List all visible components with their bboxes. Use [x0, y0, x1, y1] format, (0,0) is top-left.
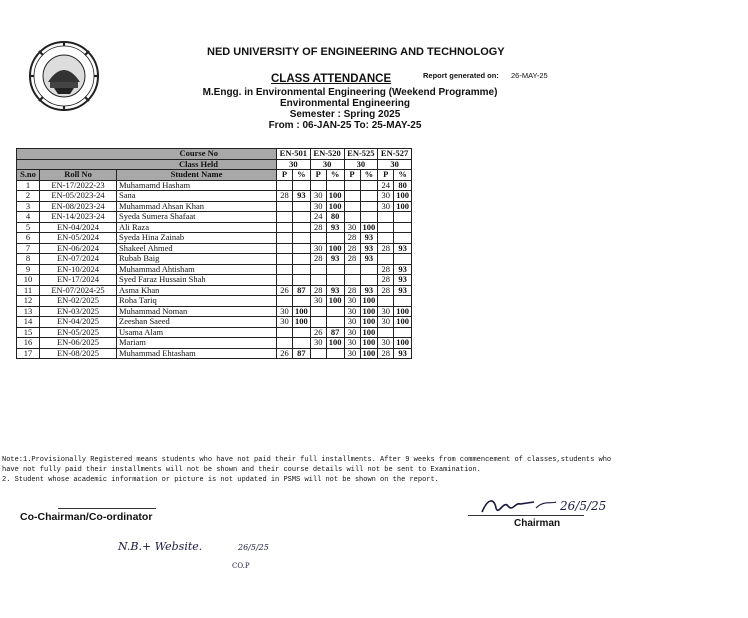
footnote-line: Note:1.Provisionally Registered means students who have not paid their full installments. After 9 weeks from commencement of classes,students who [2, 456, 612, 464]
table-row [17, 317, 412, 328]
row-percent [293, 254, 311, 265]
row-percent [360, 180, 378, 191]
row-present-count [344, 180, 360, 191]
row-present-count: 30 [378, 306, 394, 317]
class-held-row [17, 159, 412, 170]
row-present-count: 28 [344, 285, 360, 296]
row-present-count: 26 [277, 348, 293, 359]
table-row [17, 254, 412, 265]
table-row [17, 348, 412, 359]
row-percent [394, 222, 412, 233]
row-present-count: 30 [277, 306, 293, 317]
row-roll-no: EN-05/2023-24 [40, 191, 117, 202]
row-present-count [310, 348, 326, 359]
footnote [2, 455, 744, 485]
row-present-count [277, 338, 293, 349]
row-present-count: 30 [344, 296, 360, 307]
row-percent: 100 [293, 317, 311, 328]
row-roll-no: EN-06/2024 [40, 243, 117, 254]
present-header: P [310, 170, 326, 181]
row-present-count: 28 [344, 243, 360, 254]
row-sno: 9 [17, 264, 40, 275]
handwritten-note-date: 26/5/25 [238, 543, 269, 552]
department-title: Environmental Engineering [279, 98, 411, 109]
row-percent [293, 338, 311, 349]
row-percent [394, 254, 412, 265]
row-percent: 87 [293, 285, 311, 296]
student-name-header: Student Name [117, 170, 277, 181]
course-code: EN-527 [378, 149, 412, 160]
row-present-count [344, 275, 360, 286]
row-percent [326, 275, 344, 286]
row-percent: 93 [326, 222, 344, 233]
row-roll-no: EN-05/2025 [40, 327, 117, 338]
row-percent [326, 317, 344, 328]
row-present-count: 30 [344, 306, 360, 317]
row-student-name: Ali Raza [117, 222, 277, 233]
row-sno: 2 [17, 191, 40, 202]
row-present-count [344, 191, 360, 202]
footnote-line: have not fully paid their installments will not be shown and their course details will not be sent to Examination. [2, 466, 481, 474]
row-present-count [378, 327, 394, 338]
row-roll-no: EN-17/2022-23 [40, 180, 117, 191]
row-percent: 93 [394, 348, 412, 359]
row-percent: 100 [326, 243, 344, 254]
row-percent: 100 [394, 338, 412, 349]
row-sno: 17 [17, 348, 40, 359]
attendance-table [16, 148, 412, 359]
table-row [17, 233, 412, 244]
row-present-count: 28 [378, 285, 394, 296]
row-student-name: Muhammad Ehtasham [117, 348, 277, 359]
row-percent [360, 212, 378, 223]
class-held-count: 30 [344, 159, 378, 170]
row-student-name: Syed Faraz Hussain Shah [117, 275, 277, 286]
row-present-count: 30 [344, 338, 360, 349]
row-percent [293, 243, 311, 254]
row-roll-no: EN-05/2024 [40, 233, 117, 244]
row-sno: 4 [17, 212, 40, 223]
row-present-count: 28 [378, 275, 394, 286]
table-row [17, 306, 412, 317]
row-present-count: 30 [310, 338, 326, 349]
row-present-count: 28 [310, 222, 326, 233]
class-held-label: Class Held [17, 159, 277, 170]
row-student-name: Asma Khan [117, 285, 277, 296]
row-percent: 100 [293, 306, 311, 317]
course-no-row [17, 149, 412, 160]
row-present-count [310, 264, 326, 275]
programme-title: M.Engg. in Environmental Engineering (Weekend Programme) [202, 87, 498, 98]
row-roll-no: EN-04/2025 [40, 317, 117, 328]
row-percent [360, 201, 378, 212]
row-percent: 87 [326, 327, 344, 338]
row-percent [293, 212, 311, 223]
row-present-count: 30 [310, 191, 326, 202]
row-percent: 93 [394, 285, 412, 296]
row-present-count: 26 [277, 285, 293, 296]
table-row [17, 222, 412, 233]
row-present-count [277, 180, 293, 191]
row-student-name: Syeda Sumera Shafaat [117, 212, 277, 223]
row-percent: 100 [326, 191, 344, 202]
row-present-count [277, 254, 293, 265]
row-percent [293, 201, 311, 212]
row-present-count [277, 212, 293, 223]
row-percent: 80 [394, 180, 412, 191]
row-sno: 5 [17, 222, 40, 233]
row-percent: 100 [326, 338, 344, 349]
row-percent [293, 180, 311, 191]
row-student-name: Muhamamd Hasham [117, 180, 277, 191]
row-present-count [310, 275, 326, 286]
row-percent: 87 [293, 348, 311, 359]
row-present-count: 24 [378, 180, 394, 191]
row-percent [326, 306, 344, 317]
chairman-label: Chairman [514, 518, 561, 529]
row-present-count: 30 [378, 317, 394, 328]
row-percent: 100 [360, 296, 378, 307]
row-present-count [310, 317, 326, 328]
row-student-name: Mariam [117, 338, 277, 349]
row-sno: 13 [17, 306, 40, 317]
row-present-count: 30 [344, 222, 360, 233]
row-present-count [378, 212, 394, 223]
table-row [17, 264, 412, 275]
present-header: P [277, 170, 293, 181]
percent-header: % [360, 170, 378, 181]
row-percent [293, 233, 311, 244]
row-sno: 8 [17, 254, 40, 265]
row-present-count [277, 296, 293, 307]
row-percent [326, 180, 344, 191]
table-row [17, 338, 412, 349]
row-percent: 100 [360, 317, 378, 328]
row-present-count [310, 233, 326, 244]
row-percent: 100 [394, 201, 412, 212]
class-held-count: 30 [277, 159, 311, 170]
sno-header: S.no [17, 170, 40, 181]
row-present-count: 28 [310, 285, 326, 296]
row-present-count [310, 180, 326, 191]
present-header: P [344, 170, 360, 181]
row-sno: 16 [17, 338, 40, 349]
row-roll-no: EN-04/2024 [40, 222, 117, 233]
row-percent: 100 [394, 317, 412, 328]
column-header-row [17, 170, 412, 181]
row-percent: 93 [360, 243, 378, 254]
row-percent: 93 [394, 264, 412, 275]
row-present-count [277, 275, 293, 286]
row-present-count: 28 [277, 191, 293, 202]
row-sno: 1 [17, 180, 40, 191]
row-percent [394, 296, 412, 307]
row-sno: 10 [17, 275, 40, 286]
row-student-name: Muhammad Ahsan Khan [117, 201, 277, 212]
row-percent: 93 [326, 285, 344, 296]
row-percent [394, 327, 412, 338]
row-percent [326, 264, 344, 275]
row-percent [394, 233, 412, 244]
table-row [17, 275, 412, 286]
row-percent [360, 264, 378, 275]
row-present-count [277, 201, 293, 212]
course-code: EN-520 [310, 149, 344, 160]
row-present-count: 30 [310, 243, 326, 254]
row-percent [360, 191, 378, 202]
row-present-count: 30 [378, 191, 394, 202]
row-present-count [277, 233, 293, 244]
row-student-name: Shakeel Ahmed [117, 243, 277, 254]
row-percent [293, 264, 311, 275]
row-present-count [344, 212, 360, 223]
row-percent: 100 [360, 338, 378, 349]
date-range: From : 06-JAN-25 To: 25-MAY-25 [268, 120, 422, 131]
row-percent [326, 233, 344, 244]
table-row [17, 212, 412, 223]
row-percent: 93 [394, 275, 412, 286]
row-student-name: Roha Tariq [117, 296, 277, 307]
row-roll-no: EN-07/2024-25 [40, 285, 117, 296]
row-present-count: 28 [344, 254, 360, 265]
row-student-name: Rubab Baig [117, 254, 277, 265]
row-present-count [378, 254, 394, 265]
row-roll-no: EN-03/2025 [40, 306, 117, 317]
row-roll-no: EN-02/2025 [40, 296, 117, 307]
class-held-count: 30 [310, 159, 344, 170]
row-percent [293, 296, 311, 307]
semester-label: Semester : Spring 2025 [289, 109, 401, 120]
row-present-count [277, 264, 293, 275]
row-present-count [378, 296, 394, 307]
row-present-count: 28 [310, 254, 326, 265]
report-generated-label: Report generated on: [423, 71, 499, 80]
row-roll-no: EN-17/2024 [40, 275, 117, 286]
row-present-count: 30 [344, 317, 360, 328]
row-present-count [310, 306, 326, 317]
row-percent [394, 212, 412, 223]
row-student-name: Sana [117, 191, 277, 202]
row-roll-no: EN-07/2024 [40, 254, 117, 265]
course-no-label: Course No [17, 149, 277, 160]
row-student-name: Muhammad Ahtisham [117, 264, 277, 275]
row-present-count [344, 264, 360, 275]
row-roll-no: EN-14/2023-24 [40, 212, 117, 223]
row-student-name: Zeeshan Saeed [117, 317, 277, 328]
row-percent: 100 [326, 201, 344, 212]
row-present-count: 24 [310, 212, 326, 223]
row-sno: 15 [17, 327, 40, 338]
chairman-signature-line [468, 515, 584, 516]
university-title: NED UNIVERSITY OF ENGINEERING AND TECHNOLOGY [207, 46, 505, 58]
row-present-count: 28 [344, 233, 360, 244]
table-row [17, 180, 412, 191]
row-present-count: 30 [344, 327, 360, 338]
table-row [17, 191, 412, 202]
roll-no-header: Roll No [40, 170, 117, 181]
row-present-count: 30 [277, 317, 293, 328]
table-row [17, 201, 412, 212]
row-sno: 7 [17, 243, 40, 254]
row-student-name: Syeda Hina Zainab [117, 233, 277, 244]
course-code: EN-501 [277, 149, 311, 160]
row-sno: 14 [17, 317, 40, 328]
row-percent: 93 [360, 233, 378, 244]
row-percent [293, 222, 311, 233]
report-generated-date: 26-MAY-25 [511, 71, 548, 80]
row-sno: 6 [17, 233, 40, 244]
row-percent [293, 327, 311, 338]
footnote-line: 2. Student whose academic information or picture is not updated in PSMS will not be shown on the report. [2, 476, 439, 484]
present-header: P [378, 170, 394, 181]
row-roll-no: EN-10/2024 [40, 264, 117, 275]
row-sno: 3 [17, 201, 40, 212]
row-percent [360, 275, 378, 286]
row-present-count: 30 [310, 296, 326, 307]
row-percent: 100 [360, 348, 378, 359]
row-percent: 93 [360, 254, 378, 265]
row-present-count [378, 222, 394, 233]
row-percent: 93 [394, 243, 412, 254]
row-present-count: 28 [378, 264, 394, 275]
row-sno: 12 [17, 296, 40, 307]
percent-header: % [293, 170, 311, 181]
row-present-count: 30 [378, 201, 394, 212]
row-percent: 100 [360, 222, 378, 233]
row-present-count: 28 [378, 348, 394, 359]
row-student-name: Muhammad Noman [117, 306, 277, 317]
row-present-count: 26 [310, 327, 326, 338]
table-row [17, 243, 412, 254]
class-held-count: 30 [378, 159, 412, 170]
table-row [17, 285, 412, 296]
row-percent: 100 [360, 327, 378, 338]
row-present-count: 28 [378, 243, 394, 254]
cochair-label: Co-Chairman/Co-ordinator [20, 511, 153, 523]
cochair-signature-line [58, 508, 156, 509]
row-percent: 93 [360, 285, 378, 296]
row-percent [326, 348, 344, 359]
row-percent: 100 [394, 191, 412, 202]
percent-header: % [326, 170, 344, 181]
row-student-name: Usama Alam [117, 327, 277, 338]
table-row [17, 327, 412, 338]
row-present-count [277, 327, 293, 338]
row-percent: 93 [326, 254, 344, 265]
row-present-count [277, 222, 293, 233]
row-percent: 100 [360, 306, 378, 317]
document-title: CLASS ATTENDANCE [271, 73, 392, 85]
handwritten-initials: CO.P [232, 562, 250, 570]
row-present-count: 30 [310, 201, 326, 212]
chairman-signature-date: 26/5/25 [560, 499, 607, 513]
row-sno: 11 [17, 285, 40, 296]
row-present-count [378, 233, 394, 244]
row-percent: 80 [326, 212, 344, 223]
row-present-count [277, 243, 293, 254]
handwritten-note: N.B.+ Website. [118, 540, 203, 553]
row-roll-no: EN-08/2025 [40, 348, 117, 359]
row-present-count [344, 201, 360, 212]
row-present-count: 30 [344, 348, 360, 359]
percent-header: % [394, 170, 412, 181]
row-percent: 93 [293, 191, 311, 202]
course-code: EN-525 [344, 149, 378, 160]
row-percent: 100 [326, 296, 344, 307]
row-roll-no: EN-08/2023-24 [40, 201, 117, 212]
row-roll-no: EN-06/2025 [40, 338, 117, 349]
row-percent: 100 [394, 306, 412, 317]
row-percent [293, 275, 311, 286]
table-row [17, 296, 412, 307]
row-present-count: 30 [378, 338, 394, 349]
